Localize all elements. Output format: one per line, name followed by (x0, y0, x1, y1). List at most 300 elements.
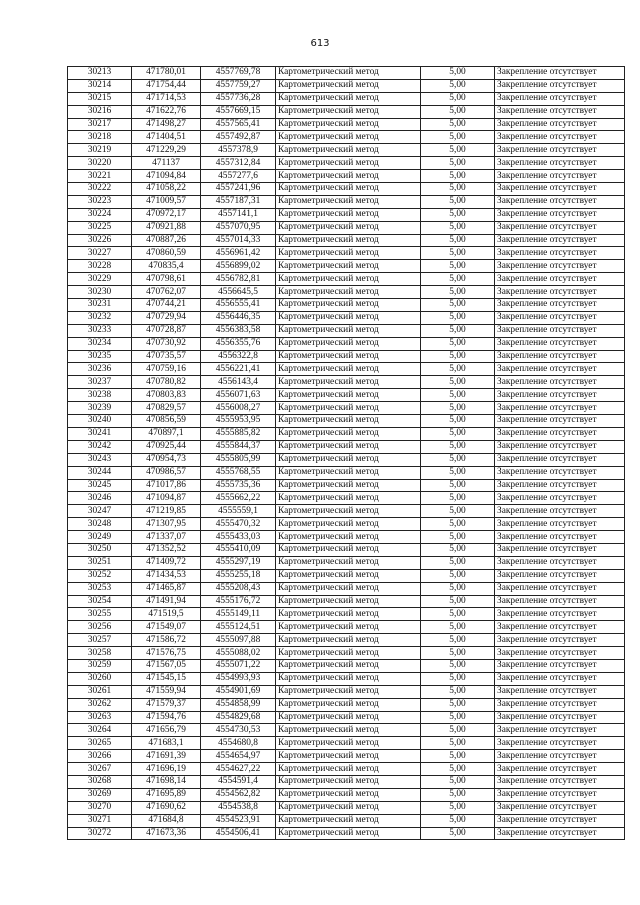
point-number: 30213 (68, 67, 132, 80)
table-row (68, 801, 625, 814)
coordinate-x: 470729,94 (132, 311, 201, 324)
table-row (68, 195, 625, 208)
method-cell: Картометрический метод (276, 788, 421, 801)
coordinate-y: 4555559,1 (201, 505, 276, 518)
method-cell: Картометрический метод (276, 827, 421, 840)
coordinate-y: 4557187,31 (201, 195, 276, 208)
point-number: 30252 (68, 569, 132, 582)
table-row (68, 311, 625, 324)
coordinate-x: 471698,14 (132, 775, 201, 788)
error-cell: 5,00 (421, 415, 495, 428)
fixation-cell: Закрепление отсутствует (495, 363, 625, 376)
table-row (68, 440, 625, 453)
coordinate-x: 471656,79 (132, 724, 201, 737)
coordinate-x: 471622,76 (132, 105, 201, 118)
point-number: 30251 (68, 556, 132, 569)
table-row (68, 814, 625, 827)
point-number: 30255 (68, 608, 132, 621)
fixation-cell: Закрепление отсутствует (495, 763, 625, 776)
table-row (68, 582, 625, 595)
method-cell: Картометрический метод (276, 453, 421, 466)
fixation-cell: Закрепление отсутствует (495, 788, 625, 801)
table-row (68, 543, 625, 556)
method-cell: Картометрический метод (276, 389, 421, 402)
coordinate-y: 4555844,37 (201, 440, 276, 453)
method-cell: Картометрический метод (276, 195, 421, 208)
method-cell: Картометрический метод (276, 376, 421, 389)
fixation-cell: Закрепление отсутствует (495, 427, 625, 440)
error-cell: 5,00 (421, 144, 495, 157)
fixation-cell: Закрепление отсутствует (495, 453, 625, 466)
coordinates-table (67, 66, 625, 840)
point-number: 30242 (68, 440, 132, 453)
coordinate-y: 4555410,09 (201, 543, 276, 556)
method-cell: Картометрический метод (276, 556, 421, 569)
point-number: 30240 (68, 415, 132, 428)
table-row (68, 621, 625, 634)
coordinate-x: 471137 (132, 157, 201, 170)
coordinate-y: 4555088,02 (201, 647, 276, 660)
coordinate-x: 470835,4 (132, 260, 201, 273)
point-number: 30231 (68, 299, 132, 312)
coordinate-x: 471094,87 (132, 492, 201, 505)
table-row (68, 479, 625, 492)
coordinate-y: 4555805,99 (201, 453, 276, 466)
method-cell: Картометрический метод (276, 763, 421, 776)
fixation-cell: Закрепление отсутствует (495, 389, 625, 402)
coordinate-x: 470972,17 (132, 208, 201, 221)
error-cell: 5,00 (421, 724, 495, 737)
coordinate-x: 471058,22 (132, 183, 201, 196)
fixation-cell: Закрепление отсутствует (495, 337, 625, 350)
method-cell: Картометрический метод (276, 711, 421, 724)
coordinate-y: 4557736,28 (201, 92, 276, 105)
coordinate-x: 471754,44 (132, 79, 201, 92)
error-cell: 5,00 (421, 505, 495, 518)
point-number: 30222 (68, 183, 132, 196)
table-row (68, 376, 625, 389)
coordinate-y: 4554523,91 (201, 814, 276, 827)
error-cell: 5,00 (421, 299, 495, 312)
point-number: 30258 (68, 647, 132, 660)
coordinate-x: 470730,92 (132, 337, 201, 350)
error-cell: 5,00 (421, 634, 495, 647)
coordinate-y: 4555662,22 (201, 492, 276, 505)
coordinate-y: 4554730,53 (201, 724, 276, 737)
coordinate-x: 471684,8 (132, 814, 201, 827)
error-cell: 5,00 (421, 427, 495, 440)
fixation-cell: Закрепление отсутствует (495, 273, 625, 286)
coordinate-x: 471594,76 (132, 711, 201, 724)
coordinate-x: 470829,57 (132, 402, 201, 415)
coordinate-y: 4555768,55 (201, 466, 276, 479)
method-cell: Картометрический метод (276, 183, 421, 196)
table-row (68, 363, 625, 376)
table-row (68, 724, 625, 737)
fixation-cell: Закрепление отсутствует (495, 737, 625, 750)
coordinate-y: 4555470,32 (201, 518, 276, 531)
table-row (68, 234, 625, 247)
coordinate-x: 471695,89 (132, 788, 201, 801)
coordinate-x: 470744,21 (132, 299, 201, 312)
point-number: 30250 (68, 543, 132, 556)
error-cell: 5,00 (421, 234, 495, 247)
coordinate-x: 471567,05 (132, 659, 201, 672)
error-cell: 5,00 (421, 170, 495, 183)
point-number: 30271 (68, 814, 132, 827)
point-number: 30272 (68, 827, 132, 840)
method-cell: Картометрический метод (276, 324, 421, 337)
coordinate-y: 4557378,9 (201, 144, 276, 157)
method-cell: Картометрический метод (276, 492, 421, 505)
method-cell: Картометрический метод (276, 299, 421, 312)
point-number: 30238 (68, 389, 132, 402)
method-cell: Картометрический метод (276, 621, 421, 634)
table-row (68, 286, 625, 299)
error-cell: 5,00 (421, 79, 495, 92)
error-cell: 5,00 (421, 814, 495, 827)
error-cell: 5,00 (421, 157, 495, 170)
coordinate-y: 4554654,97 (201, 750, 276, 763)
fixation-cell: Закрепление отсутствует (495, 685, 625, 698)
method-cell: Картометрический метод (276, 415, 421, 428)
method-cell: Картометрический метод (276, 273, 421, 286)
fixation-cell: Закрепление отсутствует (495, 647, 625, 660)
method-cell: Картометрический метод (276, 440, 421, 453)
fixation-cell: Закрепление отсутствует (495, 775, 625, 788)
coordinate-y: 4556143,4 (201, 376, 276, 389)
coordinate-y: 4555071,22 (201, 659, 276, 672)
error-cell: 5,00 (421, 750, 495, 763)
method-cell: Картометрический метод (276, 595, 421, 608)
coordinate-x: 471009,57 (132, 195, 201, 208)
coordinate-x: 471229,29 (132, 144, 201, 157)
coordinate-y: 4554538,8 (201, 801, 276, 814)
error-cell: 5,00 (421, 492, 495, 505)
method-cell: Картометрический метод (276, 518, 421, 531)
coordinate-y: 4554858,99 (201, 698, 276, 711)
point-number: 30244 (68, 466, 132, 479)
table-row (68, 647, 625, 660)
error-cell: 5,00 (421, 608, 495, 621)
method-cell: Картометрический метод (276, 750, 421, 763)
error-cell: 5,00 (421, 698, 495, 711)
error-cell: 5,00 (421, 195, 495, 208)
method-cell: Картометрический метод (276, 286, 421, 299)
point-number: 30230 (68, 286, 132, 299)
point-number: 30216 (68, 105, 132, 118)
coordinate-y: 4557565,41 (201, 118, 276, 131)
method-cell: Картометрический метод (276, 737, 421, 750)
error-cell: 5,00 (421, 479, 495, 492)
point-number: 30256 (68, 621, 132, 634)
coordinate-y: 4557070,95 (201, 221, 276, 234)
fixation-cell: Закрепление отсутствует (495, 595, 625, 608)
table-row (68, 415, 625, 428)
fixation-cell: Закрепление отсутствует (495, 183, 625, 196)
fixation-cell: Закрепление отсутствует (495, 234, 625, 247)
point-number: 30218 (68, 131, 132, 144)
fixation-cell: Закрепление отсутствует (495, 157, 625, 170)
error-cell: 5,00 (421, 763, 495, 776)
coordinate-y: 4555097,88 (201, 634, 276, 647)
coordinate-y: 4557141,1 (201, 208, 276, 221)
method-cell: Картометрический метод (276, 466, 421, 479)
fixation-cell: Закрепление отсутствует (495, 582, 625, 595)
method-cell: Картометрический метод (276, 118, 421, 131)
fixation-cell: Закрепление отсутствует (495, 221, 625, 234)
method-cell: Картометрический метод (276, 647, 421, 660)
coordinate-x: 470762,07 (132, 286, 201, 299)
coordinate-x: 471673,36 (132, 827, 201, 840)
point-number: 30233 (68, 324, 132, 337)
table-row (68, 672, 625, 685)
point-number: 30228 (68, 260, 132, 273)
fixation-cell: Закрепление отсутствует (495, 750, 625, 763)
fixation-cell: Закрепление отсутствует (495, 634, 625, 647)
error-cell: 5,00 (421, 92, 495, 105)
coordinate-x: 471491,94 (132, 595, 201, 608)
method-cell: Картометрический метод (276, 608, 421, 621)
point-number: 30237 (68, 376, 132, 389)
fixation-cell: Закрепление отсутствует (495, 350, 625, 363)
fixation-cell: Закрепление отсутствует (495, 531, 625, 544)
error-cell: 5,00 (421, 621, 495, 634)
method-cell: Картометрический метод (276, 234, 421, 247)
point-number: 30265 (68, 737, 132, 750)
error-cell: 5,00 (421, 466, 495, 479)
fixation-cell: Закрепление отсутствует (495, 376, 625, 389)
error-cell: 5,00 (421, 788, 495, 801)
fixation-cell: Закрепление отсутствует (495, 402, 625, 415)
point-number: 30246 (68, 492, 132, 505)
table-row (68, 299, 625, 312)
table-row (68, 737, 625, 750)
fixation-cell: Закрепление отсутствует (495, 608, 625, 621)
fixation-cell: Закрепление отсутствует (495, 286, 625, 299)
point-number: 30217 (68, 118, 132, 131)
coordinate-x: 471714,53 (132, 92, 201, 105)
point-number: 30232 (68, 311, 132, 324)
table-row (68, 67, 625, 80)
method-cell: Картометрический метод (276, 543, 421, 556)
fixation-cell: Закрепление отсутствует (495, 479, 625, 492)
coordinate-y: 4555433,03 (201, 531, 276, 544)
fixation-cell: Закрепление отсутствует (495, 543, 625, 556)
coordinate-y: 4557492,87 (201, 131, 276, 144)
table-row (68, 157, 625, 170)
coordinate-y: 4556355,76 (201, 337, 276, 350)
method-cell: Картометрический метод (276, 505, 421, 518)
method-cell: Картометрический метод (276, 363, 421, 376)
error-cell: 5,00 (421, 827, 495, 840)
coordinate-y: 4556008,27 (201, 402, 276, 415)
method-cell: Картометрический метод (276, 247, 421, 260)
coordinate-x: 471576,75 (132, 647, 201, 660)
method-cell: Картометрический метод (276, 582, 421, 595)
table-row (68, 827, 625, 840)
coordinate-x: 471545,15 (132, 672, 201, 685)
page-number: 613 (310, 38, 330, 49)
coordinate-y: 4554829,68 (201, 711, 276, 724)
point-number: 30243 (68, 453, 132, 466)
table-row (68, 775, 625, 788)
error-cell: 5,00 (421, 440, 495, 453)
coordinate-x: 470954,73 (132, 453, 201, 466)
fixation-cell: Закрепление отсутствует (495, 814, 625, 827)
fixation-cell: Закрепление отсутствует (495, 518, 625, 531)
error-cell: 5,00 (421, 260, 495, 273)
table-row (68, 260, 625, 273)
point-number: 30257 (68, 634, 132, 647)
table-row (68, 144, 625, 157)
coordinate-x: 470735,57 (132, 350, 201, 363)
error-cell: 5,00 (421, 273, 495, 286)
coordinate-y: 4555297,19 (201, 556, 276, 569)
error-cell: 5,00 (421, 737, 495, 750)
table-row (68, 595, 625, 608)
point-number: 30264 (68, 724, 132, 737)
method-cell: Картометрический метод (276, 814, 421, 827)
coordinate-y: 4555885,82 (201, 427, 276, 440)
coordinate-x: 471683,1 (132, 737, 201, 750)
table-row (68, 556, 625, 569)
coordinate-y: 4554993,93 (201, 672, 276, 685)
coordinate-y: 4557014,33 (201, 234, 276, 247)
point-number: 30221 (68, 170, 132, 183)
table-row (68, 337, 625, 350)
table-row (68, 131, 625, 144)
method-cell: Картометрический метод (276, 92, 421, 105)
coordinate-x: 470798,61 (132, 273, 201, 286)
point-number: 30223 (68, 195, 132, 208)
coordinate-y: 4554901,69 (201, 685, 276, 698)
coordinate-y: 4556961,42 (201, 247, 276, 260)
table-row (68, 685, 625, 698)
fixation-cell: Закрепление отсутствует (495, 79, 625, 92)
method-cell: Картометрический метод (276, 208, 421, 221)
coordinate-y: 4555735,36 (201, 479, 276, 492)
table-row (68, 273, 625, 286)
method-cell: Картометрический метод (276, 634, 421, 647)
fixation-cell: Закрепление отсутствует (495, 415, 625, 428)
error-cell: 5,00 (421, 67, 495, 80)
table-row (68, 105, 625, 118)
coordinate-x: 471559,94 (132, 685, 201, 698)
coordinates-table-body (68, 67, 625, 840)
coordinate-y: 4557312,84 (201, 157, 276, 170)
fixation-cell: Закрепление отсутствует (495, 711, 625, 724)
coordinate-x: 471780,01 (132, 67, 201, 80)
method-cell: Картометрический метод (276, 170, 421, 183)
coordinate-x: 470728,87 (132, 324, 201, 337)
method-cell: Картометрический метод (276, 131, 421, 144)
table-row (68, 466, 625, 479)
coordinate-x: 471434,53 (132, 569, 201, 582)
point-number: 30235 (68, 350, 132, 363)
error-cell: 5,00 (421, 118, 495, 131)
coordinate-x: 471094,84 (132, 170, 201, 183)
point-number: 30220 (68, 157, 132, 170)
coordinate-y: 4557669,15 (201, 105, 276, 118)
coordinate-x: 471017,86 (132, 479, 201, 492)
point-number: 30266 (68, 750, 132, 763)
error-cell: 5,00 (421, 376, 495, 389)
error-cell: 5,00 (421, 775, 495, 788)
point-number: 30259 (68, 659, 132, 672)
error-cell: 5,00 (421, 389, 495, 402)
method-cell: Картометрический метод (276, 775, 421, 788)
coordinate-x: 471586,72 (132, 634, 201, 647)
point-number: 30239 (68, 402, 132, 415)
fixation-cell: Закрепление отсутствует (495, 247, 625, 260)
coordinate-y: 4557277,6 (201, 170, 276, 183)
coordinate-y: 4556322,8 (201, 350, 276, 363)
error-cell: 5,00 (421, 518, 495, 531)
point-number: 30248 (68, 518, 132, 531)
method-cell: Картометрический метод (276, 311, 421, 324)
fixation-cell: Закрепление отсутствует (495, 724, 625, 737)
error-cell: 5,00 (421, 402, 495, 415)
table-row (68, 389, 625, 402)
method-cell: Картометрический метод (276, 531, 421, 544)
coordinate-x: 471465,87 (132, 582, 201, 595)
method-cell: Картометрический метод (276, 144, 421, 157)
table-row (68, 170, 625, 183)
error-cell: 5,00 (421, 183, 495, 196)
table-row (68, 183, 625, 196)
error-cell: 5,00 (421, 350, 495, 363)
coordinate-x: 470803,83 (132, 389, 201, 402)
table-row (68, 569, 625, 582)
coordinate-x: 470780,82 (132, 376, 201, 389)
method-cell: Картометрический метод (276, 427, 421, 440)
error-cell: 5,00 (421, 582, 495, 595)
method-cell: Картометрический метод (276, 337, 421, 350)
error-cell: 5,00 (421, 337, 495, 350)
point-number: 30234 (68, 337, 132, 350)
point-number: 30227 (68, 247, 132, 260)
coordinate-x: 471337,07 (132, 531, 201, 544)
coordinate-y: 4555953,95 (201, 415, 276, 428)
method-cell: Картометрический метод (276, 569, 421, 582)
table-row (68, 492, 625, 505)
method-cell: Картометрический метод (276, 260, 421, 273)
coordinate-y: 4556645,5 (201, 286, 276, 299)
fixation-cell: Закрепление отсутствует (495, 698, 625, 711)
point-number: 30224 (68, 208, 132, 221)
point-number: 30226 (68, 234, 132, 247)
coordinate-x: 471409,72 (132, 556, 201, 569)
point-number: 30254 (68, 595, 132, 608)
table-row (68, 711, 625, 724)
coordinate-y: 4555176,72 (201, 595, 276, 608)
coordinate-x: 470860,59 (132, 247, 201, 260)
method-cell: Картометрический метод (276, 659, 421, 672)
error-cell: 5,00 (421, 801, 495, 814)
coordinate-y: 4555255,18 (201, 569, 276, 582)
method-cell: Картометрический метод (276, 672, 421, 685)
table-row (68, 531, 625, 544)
error-cell: 5,00 (421, 131, 495, 144)
error-cell: 5,00 (421, 247, 495, 260)
coordinate-x: 471549,07 (132, 621, 201, 634)
table-row (68, 350, 625, 363)
coordinate-x: 471696,19 (132, 763, 201, 776)
error-cell: 5,00 (421, 324, 495, 337)
coordinate-y: 4554591,4 (201, 775, 276, 788)
coordinate-y: 4554562,82 (201, 788, 276, 801)
